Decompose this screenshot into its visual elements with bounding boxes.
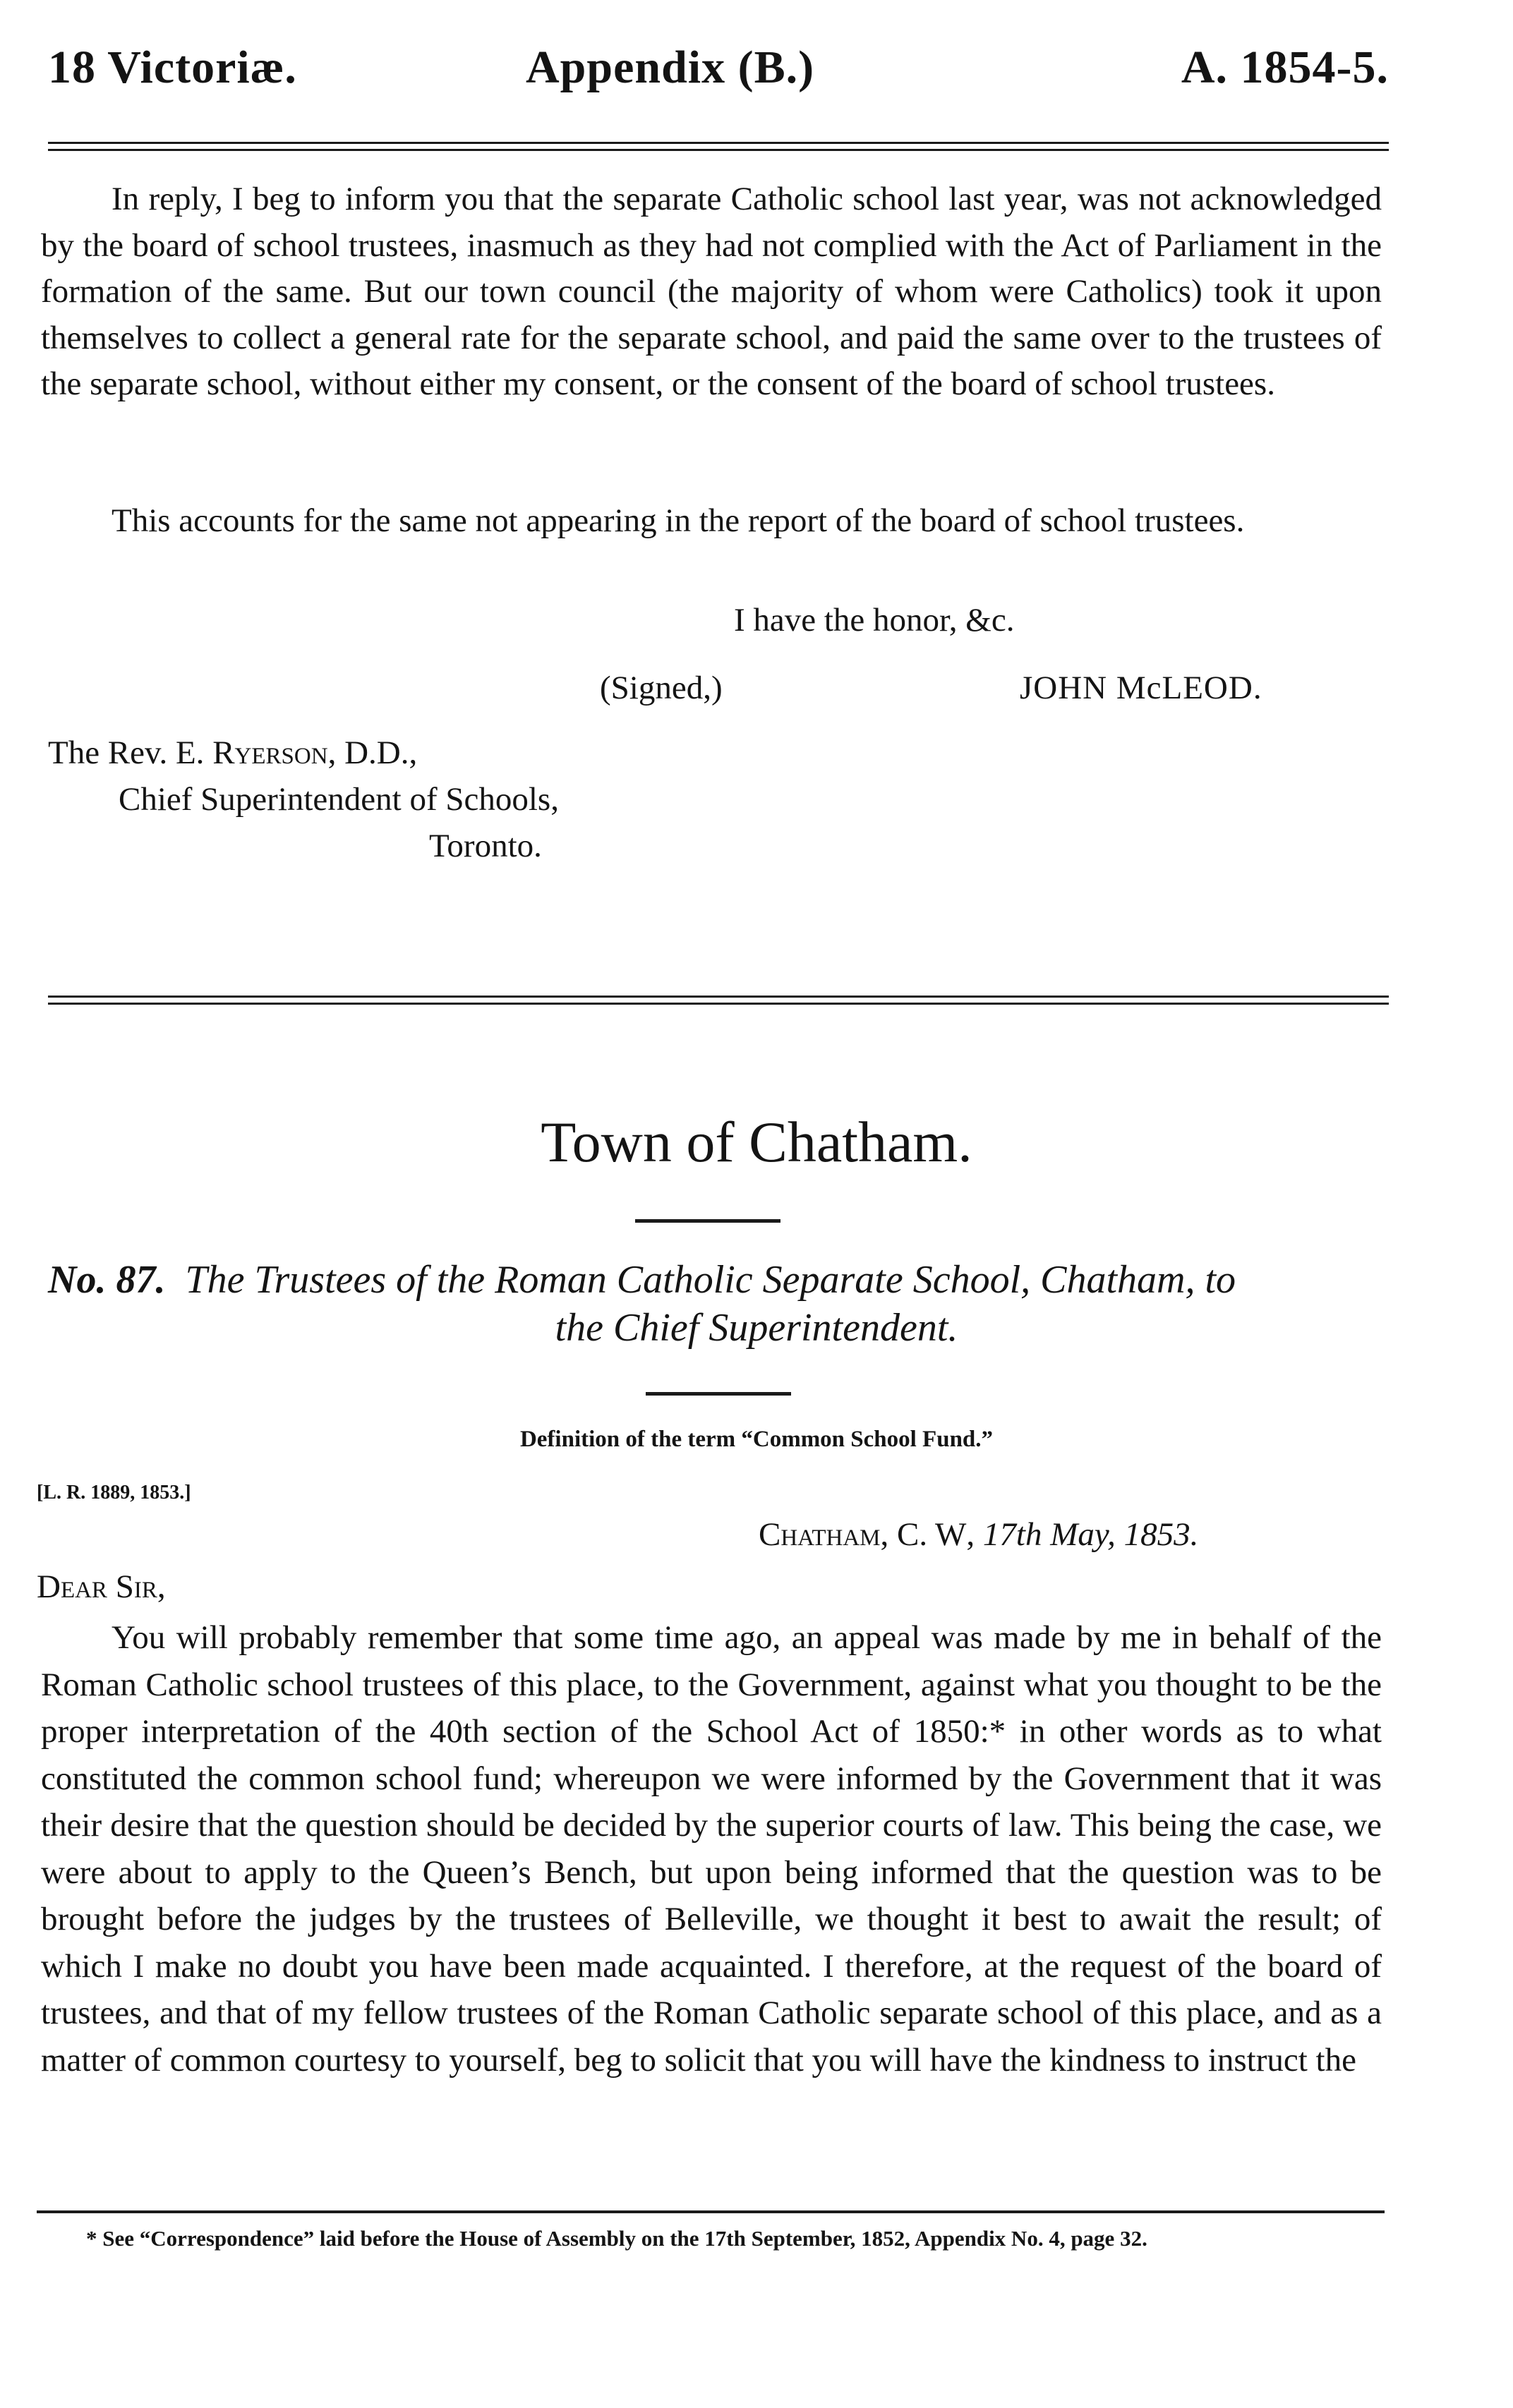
letter1-paragraph-2: This accounts for the same not appearing in the report of the board of school trustees. [111, 502, 1245, 539]
letter1-signed-label: (Signed,) [600, 670, 723, 706]
letter2-place: Chatham, C. W [759, 1516, 967, 1553]
document-subject-line-2: the Chief Superintendent. [555, 1306, 958, 1350]
letter1-closing: I have the honor, &c. [734, 602, 1015, 639]
letter1-addressee-line-2: Chief Superintendent of Schools, [119, 781, 559, 818]
document-subject-line-1 [48, 1257, 1236, 1302]
letter2-salutation: Dear Sir, [37, 1568, 166, 1605]
footnote-rule [37, 2210, 1385, 2213]
section-title: Town of Chatham. [541, 1110, 972, 1174]
letter2-dateline: Chatham, C. W, 17th May, 1853. [759, 1516, 1199, 1553]
letter1-paragraph-1: In reply, I beg to inform you that the separate Catholic school last year, was not acknowledged by the board of school trustees, inasmuch as they had not complied with the Act of Parliament in the formation of the same. But our town council (the majority of whom were Catholics) took it upon themselves to collect a general rate for the separate school, and paid the same over to the trustees of the separate school, without either my consent, or the consent of the board of school trustees. [41, 181, 1382, 402]
section-rule-bottom [48, 1003, 1389, 1005]
letter1-addressee-line-1 [48, 734, 417, 772]
addressee-suffix: , D.D., [327, 734, 418, 771]
letter1-addressee-line-3: Toronto. [429, 828, 542, 864]
section-rule-top [48, 996, 1389, 998]
subject-underline [646, 1392, 791, 1396]
title-underline [635, 1219, 780, 1223]
footnote-text: * See “Correspondence” laid before the House of Assembly on the 17th September, 1852, Appendix No. 4, page 32. [86, 2226, 1147, 2251]
header-year: A. 1854-5. [1181, 42, 1389, 93]
letter1-signature: JOHN McLEOD. [1020, 670, 1262, 706]
document-subject-text: The Trustees of the Roman Catholic Separate School, Chatham, to [185, 1258, 1236, 1302]
addressee-name: Ryerson [212, 734, 328, 771]
document-number: No. 87. [48, 1258, 166, 1302]
letter2-body: You will probably remember that some time ago, an appeal was made by me in behalf of the Roman Catholic school trustees of this place, to the Government, against what you thought to be the proper interpretation of the 40th section of the School Act of 1850:* in other words as to what constituted the common school fund; whereupon we were informed by the Government that it was their desire that the question should be decided by the superior courts of law. This being the case, we were about to apply to the Queen’s Bench, but upon being informed that the question was to be brought before the judges by the trustees of Belleville, we thought it best to await the result; of which I make no doubt you have been made acquainted. I therefore, at the request of the board of trustees, and that of my fellow trustees of the Roman Catholic separate school of this place, and as a matter of common courtesy to yourself, beg to solicit that you will have the kindness to instruct the [41, 1619, 1382, 2079]
header-appendix: Appendix (B.) [526, 42, 815, 93]
addressee-prefix: The Rev. E. [48, 734, 213, 771]
header-rule-top [48, 142, 1389, 144]
header-rule-bottom [48, 149, 1389, 151]
header-session: 18 Victoriæ. [48, 42, 297, 93]
definition-note: Definition of the term “Common School Fund.” [519, 1427, 994, 1452]
letter2-date: 17th May, 1853. [982, 1516, 1199, 1553]
reference-number: [L. R. 1889, 1853.] [37, 1482, 191, 1504]
